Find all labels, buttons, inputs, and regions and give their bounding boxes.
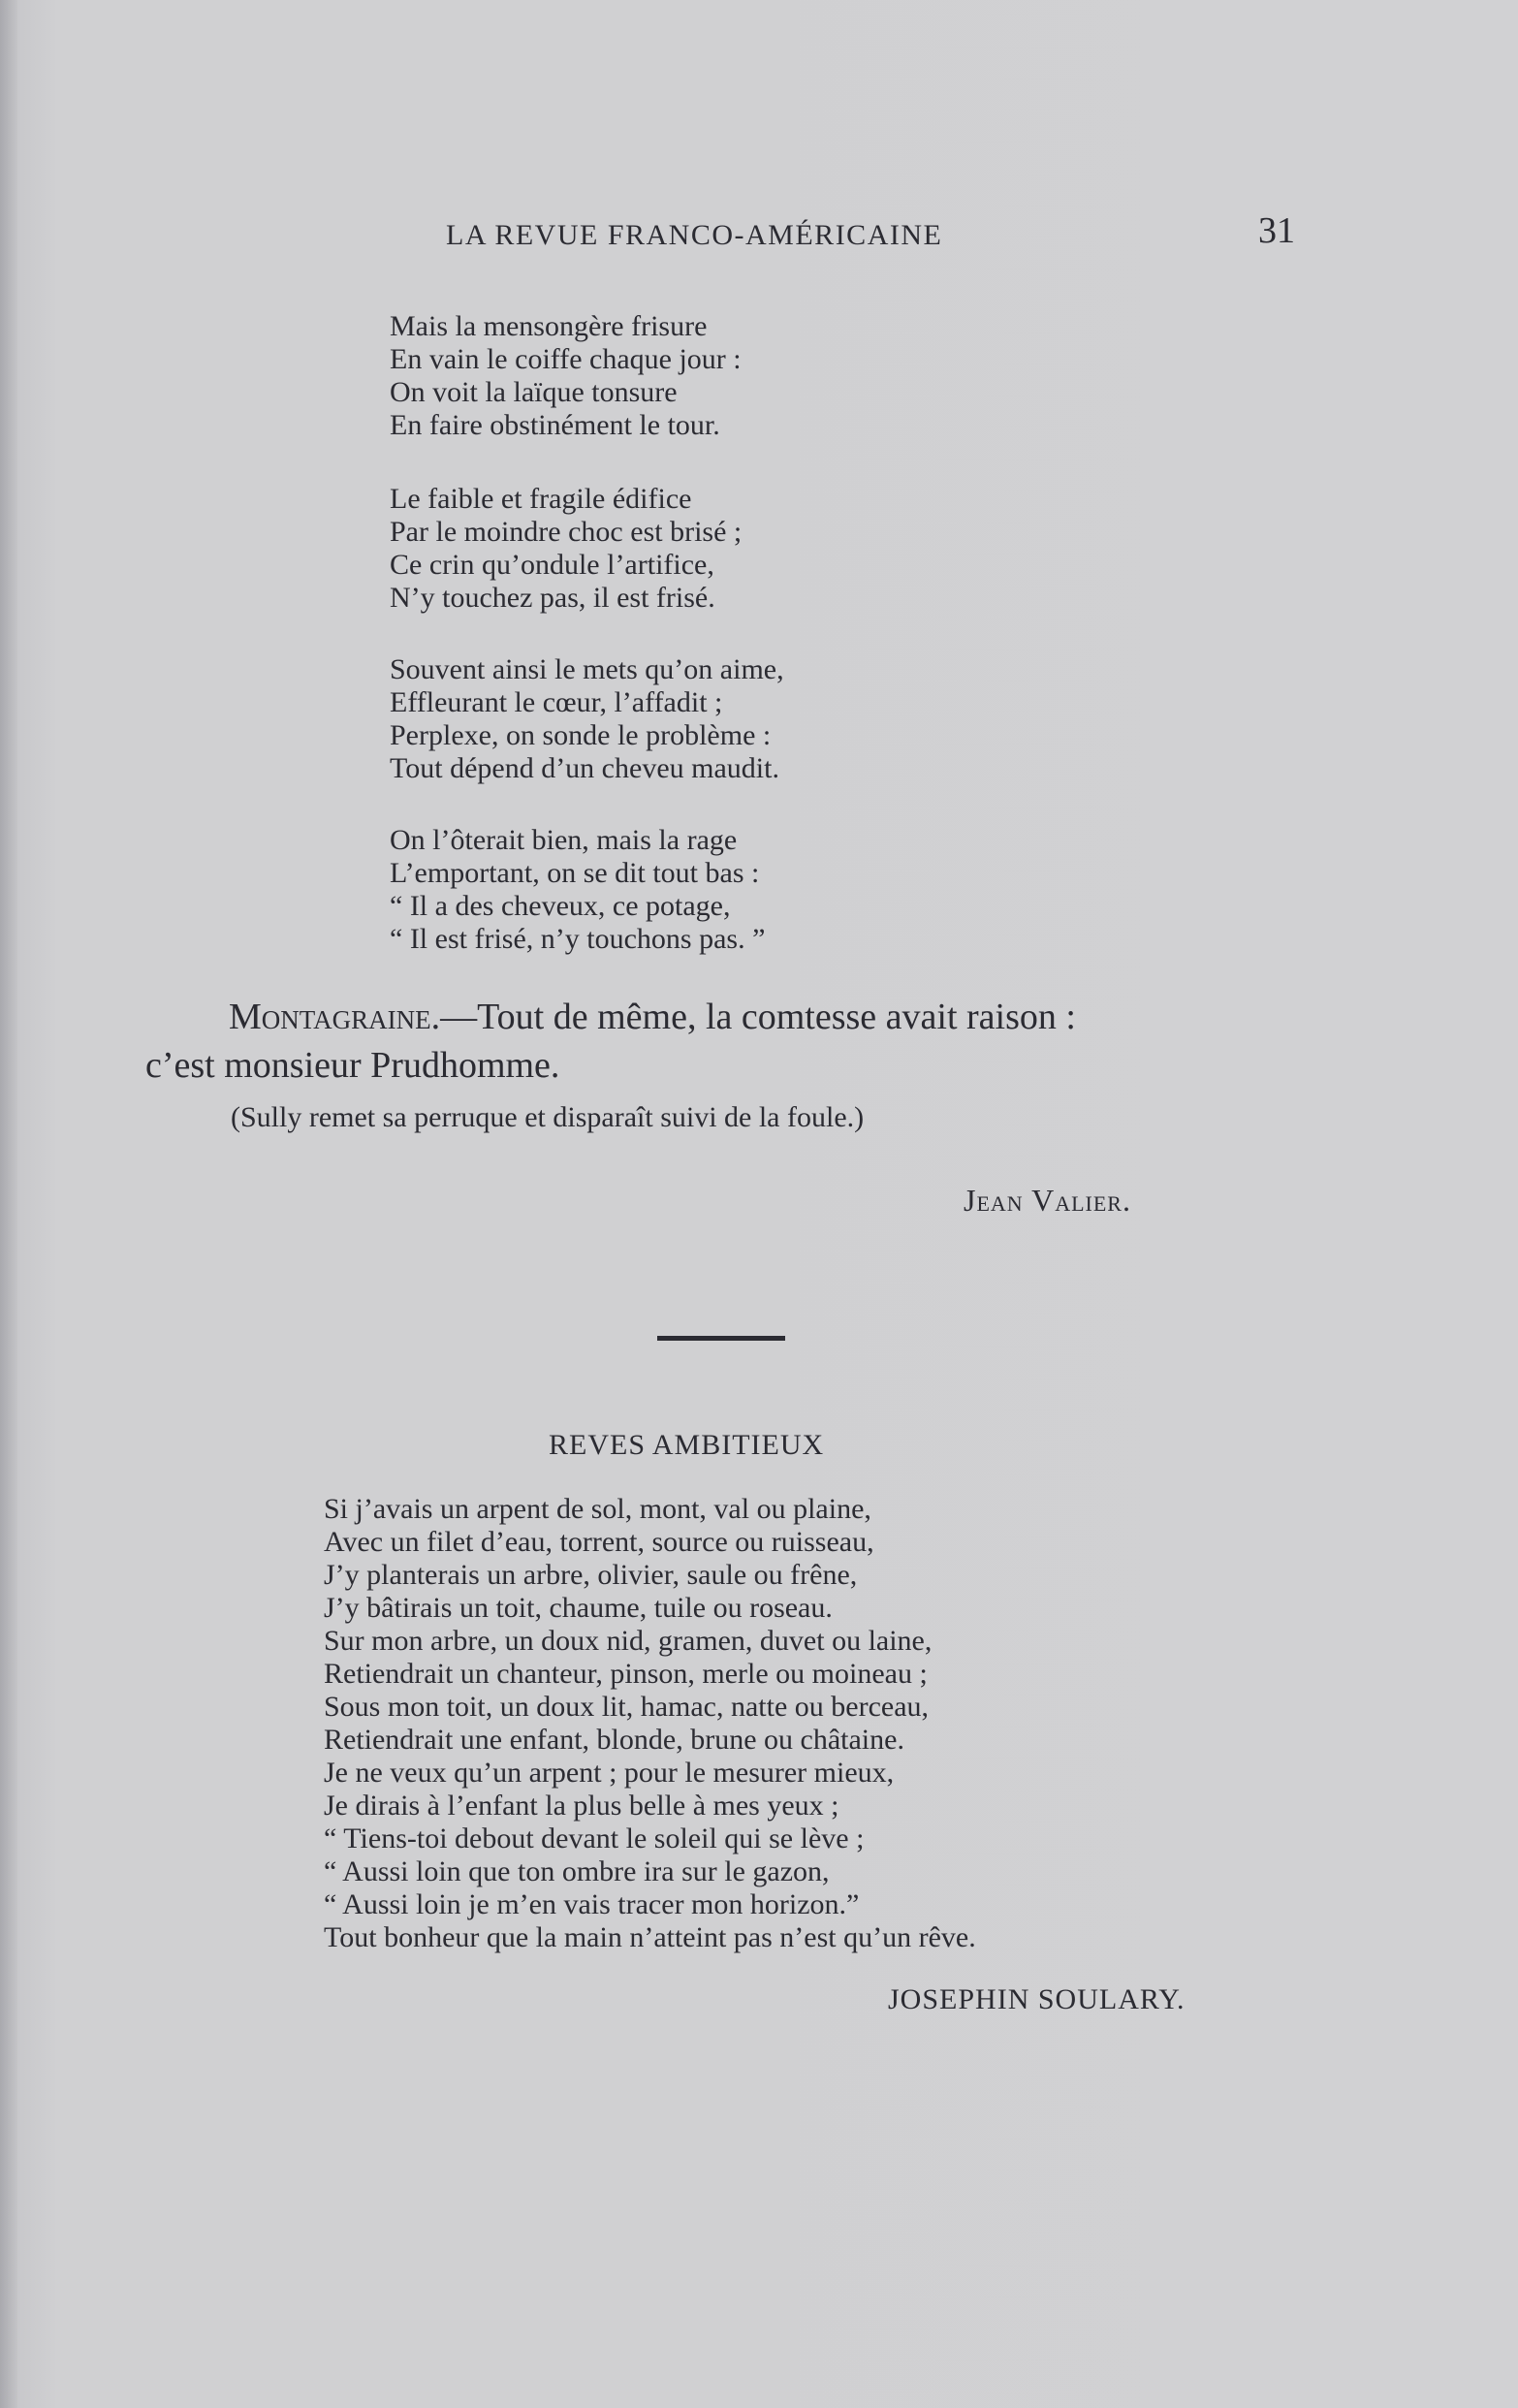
verse-line: Tout bonheur que la main n’atteint pas n’est qu’un rêve. — [324, 1921, 976, 1953]
verse-line: Avec un filet d’eau, torrent, source ou ruisseau, — [324, 1526, 874, 1558]
dialogue-line-continued: c’est monsieur Prudhomme. — [145, 1045, 560, 1086]
poem-stanza — [390, 653, 784, 785]
verse-line: Sur mon arbre, un doux nid, gramen, duvet ou laine, — [324, 1625, 933, 1657]
verse-line: “ Il a des cheveux, ce potage, — [390, 890, 731, 922]
verse-line: J’y bâtirais un toit, chaume, tuile ou roseau. — [324, 1592, 833, 1624]
section-divider — [657, 1336, 785, 1341]
verse-line: Effleurant le cœur, l’affadit ; — [390, 686, 723, 718]
verse-line: L’emportant, on se dit tout bas : — [390, 857, 760, 889]
verse-line: En faire obstinément le tour. — [390, 409, 720, 441]
verse-line: “ Il est frisé, n’y touchons pas. ” — [390, 923, 766, 955]
verse-line: “ Tiens-toi debout devant le soleil qui se lève ; — [324, 1822, 865, 1854]
verse-line: Retiendrait une enfant, blonde, brune ou châtaine. — [324, 1724, 904, 1756]
verse-line: Retiendrait un chanteur, pinson, merle ou moineau ; — [324, 1658, 928, 1690]
poem-stanza — [390, 310, 742, 442]
verse-line: En vain le coiffe chaque jour : — [390, 343, 742, 375]
running-header-title: LA REVUE FRANCO-AMÉRICAINE — [446, 219, 943, 251]
verse-line: Par le moindre choc est brisé ; — [390, 516, 743, 548]
verse-line: Tout dépend d’un cheveu maudit. — [390, 752, 779, 784]
verse-line: Ce crin qu’ondule l’artifice, — [390, 549, 714, 581]
verse-line: Le faible et fragile édifice — [390, 483, 692, 515]
verse-line: Je dirais à l’enfant la plus belle à mes yeux ; — [324, 1790, 839, 1822]
verse-line: Mais la mensongère frisure — [390, 310, 708, 342]
verse-line: Souvent ainsi le mets qu’on aime, — [390, 653, 784, 685]
stage-direction: (Sully remet sa perruque et disparaît suivi de la foule.) — [231, 1101, 865, 1133]
speaker-name: Montagraine. — [229, 997, 441, 1037]
verse-line: N’y touchez pas, il est frisé. — [390, 582, 715, 614]
dialogue-text: —Tout de même, la comtesse avait raison : — [440, 997, 1076, 1037]
poem-author: JOSEPHIN SOULARY. — [888, 1983, 1186, 2015]
verse-line: J’y planterais un arbre, olivier, saule ou frêne, — [324, 1559, 858, 1591]
poem-stanza — [390, 824, 765, 956]
verse-line: Sous mon toit, un doux lit, hamac, natte ou berceau, — [324, 1691, 930, 1723]
page-gutter — [0, 0, 17, 2408]
page-number: 31 — [1258, 210, 1295, 251]
verse-line: “ Aussi loin que ton ombre ira sur le gazon, — [324, 1855, 830, 1887]
poem-stanza — [390, 483, 742, 615]
poem-title: REVES AMBITIEUX — [549, 1429, 825, 1461]
verse-line: Je ne veux qu’un arpent ; pour le mesurer mieux, — [324, 1757, 895, 1789]
verse-line: On l’ôterait bien, mais la rage — [390, 824, 738, 856]
verse-line: On voit la laïque tonsure — [390, 376, 678, 408]
poem-body — [324, 1493, 976, 1954]
verse-line: Si j’avais un arpent de sol, mont, val ou plaine, — [324, 1493, 871, 1525]
verse-line: “ Aussi loin je m’en vais tracer mon horizon.” — [324, 1888, 860, 1920]
dialogue-line — [229, 993, 1076, 1041]
signature: Jean Valier. — [964, 1183, 1131, 1218]
verse-line: Perplexe, on sonde le problème : — [390, 719, 772, 751]
